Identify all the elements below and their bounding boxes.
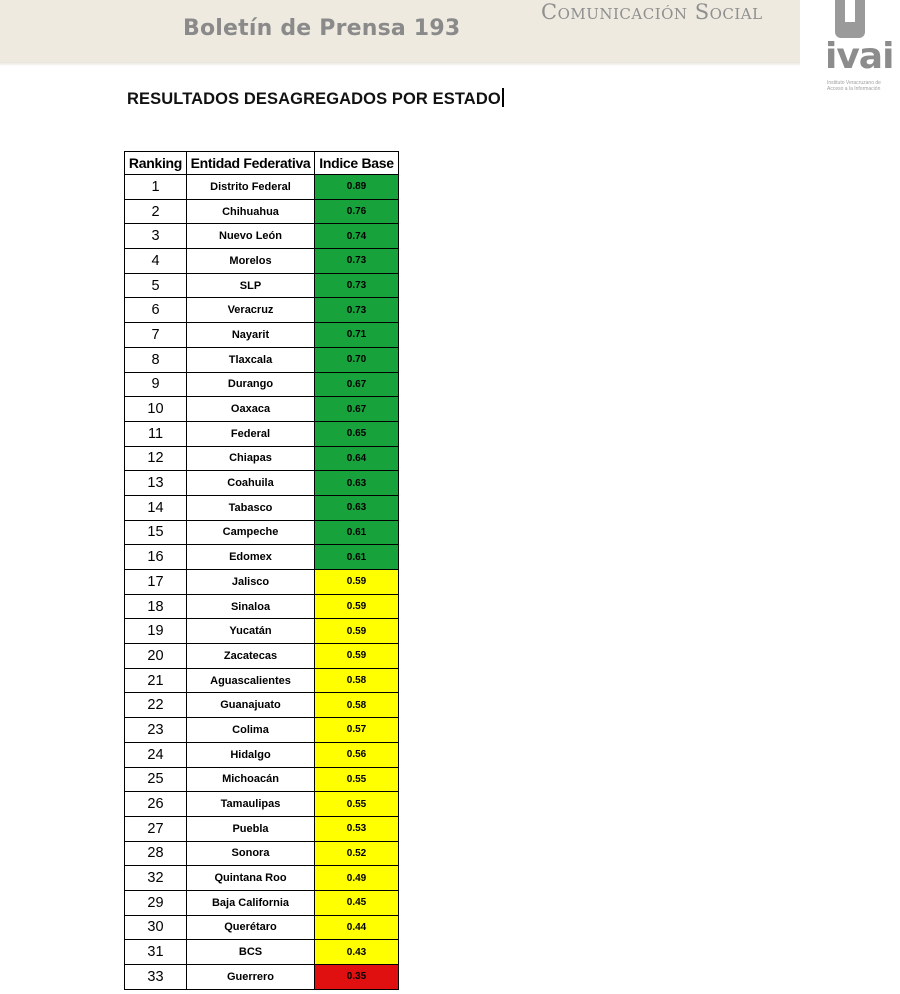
- entity-cell: Yucatán: [187, 619, 315, 644]
- index-cell: 0.73: [315, 249, 399, 274]
- ranking-cell: 24: [125, 742, 187, 767]
- ranking-cell: 10: [125, 397, 187, 422]
- results-table-body: [125, 175, 399, 990]
- entity-cell: Tabasco: [187, 495, 315, 520]
- table-row: [125, 273, 399, 298]
- entity-cell: Sonora: [187, 841, 315, 866]
- entity-cell: Veracruz: [187, 298, 315, 323]
- index-cell: 0.35: [315, 965, 399, 990]
- ranking-cell: 27: [125, 816, 187, 841]
- index-cell: 0.64: [315, 446, 399, 471]
- index-cell: 0.70: [315, 347, 399, 372]
- ranking-cell: 5: [125, 273, 187, 298]
- ranking-cell: 22: [125, 693, 187, 718]
- entity-cell: Oaxaca: [187, 397, 315, 422]
- index-cell: 0.57: [315, 718, 399, 743]
- ivai-logo: [823, 0, 900, 96]
- index-cell: 0.67: [315, 372, 399, 397]
- table-row: [125, 866, 399, 891]
- section-title: [127, 88, 504, 109]
- ranking-cell: 31: [125, 940, 187, 965]
- table-row: [125, 915, 399, 940]
- table-row: [125, 249, 399, 274]
- ranking-cell: 9: [125, 372, 187, 397]
- entity-cell: Jalisco: [187, 570, 315, 595]
- entity-cell: Federal: [187, 421, 315, 446]
- entity-cell: Campeche: [187, 520, 315, 545]
- logo-wordmark: ivai: [825, 36, 894, 77]
- table-row: [125, 644, 399, 669]
- table-row: [125, 965, 399, 990]
- table-row: [125, 421, 399, 446]
- column-header-index: Indice Base: [315, 152, 399, 175]
- entity-cell: Quintana Roo: [187, 866, 315, 891]
- index-cell: 0.65: [315, 421, 399, 446]
- ranking-cell: 32: [125, 866, 187, 891]
- index-cell: 0.44: [315, 915, 399, 940]
- entity-cell: Edomex: [187, 545, 315, 570]
- ranking-cell: 30: [125, 915, 187, 940]
- table-row: [125, 446, 399, 471]
- table-row: [125, 471, 399, 496]
- table-row: [125, 570, 399, 595]
- results-table: [124, 151, 399, 990]
- index-cell: 0.59: [315, 619, 399, 644]
- index-cell: 0.53: [315, 816, 399, 841]
- index-cell: 0.52: [315, 841, 399, 866]
- ranking-cell: 13: [125, 471, 187, 496]
- table-row: [125, 940, 399, 965]
- ranking-cell: 4: [125, 249, 187, 274]
- table-row: [125, 347, 399, 372]
- index-cell: 0.58: [315, 693, 399, 718]
- index-cell: 0.55: [315, 767, 399, 792]
- ranking-cell: 20: [125, 644, 187, 669]
- ranking-cell: 16: [125, 545, 187, 570]
- department-name: Comunicación Social: [541, 0, 763, 24]
- column-header-ranking: Ranking: [125, 152, 187, 175]
- entity-cell: Tlaxcala: [187, 347, 315, 372]
- ranking-cell: 26: [125, 792, 187, 817]
- entity-cell: Hidalgo: [187, 742, 315, 767]
- index-cell: 0.73: [315, 298, 399, 323]
- ranking-cell: 29: [125, 890, 187, 915]
- table-row: [125, 619, 399, 644]
- entity-cell: BCS: [187, 940, 315, 965]
- table-row: [125, 693, 399, 718]
- logo-mark-notch: [845, 0, 855, 22]
- entity-cell: SLP: [187, 273, 315, 298]
- index-cell: 0.61: [315, 545, 399, 570]
- index-cell: 0.59: [315, 570, 399, 595]
- ranking-cell: 7: [125, 323, 187, 348]
- ranking-cell: 11: [125, 421, 187, 446]
- table-row: [125, 841, 399, 866]
- ranking-cell: 1: [125, 175, 187, 200]
- table-row: [125, 224, 399, 249]
- index-cell: 0.71: [315, 323, 399, 348]
- ranking-cell: 2: [125, 199, 187, 224]
- table-row: [125, 594, 399, 619]
- ranking-cell: 8: [125, 347, 187, 372]
- table-row: [125, 742, 399, 767]
- table-row: [125, 397, 399, 422]
- ranking-cell: 33: [125, 965, 187, 990]
- table-row: [125, 199, 399, 224]
- index-cell: 0.89: [315, 175, 399, 200]
- entity-cell: Chihuahua: [187, 199, 315, 224]
- index-cell: 0.67: [315, 397, 399, 422]
- entity-cell: Guanajuato: [187, 693, 315, 718]
- logo-tagline: Instituto Veracruzano de Acceso a la Información: [827, 80, 881, 92]
- entity-cell: Durango: [187, 372, 315, 397]
- index-cell: 0.45: [315, 890, 399, 915]
- index-cell: 0.59: [315, 644, 399, 669]
- ranking-cell: 3: [125, 224, 187, 249]
- index-cell: 0.73: [315, 273, 399, 298]
- entity-cell: Guerrero: [187, 965, 315, 990]
- entity-cell: Morelos: [187, 249, 315, 274]
- bulletin-title: Boletín de Prensa 193: [183, 16, 461, 41]
- entity-cell: Sinaloa: [187, 594, 315, 619]
- entity-cell: Tamaulipas: [187, 792, 315, 817]
- table-row: [125, 298, 399, 323]
- table-row: [125, 792, 399, 817]
- ranking-cell: 12: [125, 446, 187, 471]
- index-cell: 0.59: [315, 594, 399, 619]
- index-cell: 0.56: [315, 742, 399, 767]
- index-cell: 0.74: [315, 224, 399, 249]
- ranking-cell: 14: [125, 495, 187, 520]
- table-header-row: [125, 152, 399, 175]
- index-cell: 0.43: [315, 940, 399, 965]
- index-cell: 0.61: [315, 520, 399, 545]
- entity-cell: Baja California: [187, 890, 315, 915]
- ranking-cell: 15: [125, 520, 187, 545]
- table-row: [125, 545, 399, 570]
- text-cursor: [502, 88, 504, 107]
- ranking-cell: 17: [125, 570, 187, 595]
- table-row: [125, 495, 399, 520]
- table-row: [125, 323, 399, 348]
- index-cell: 0.76: [315, 199, 399, 224]
- ranking-cell: 28: [125, 841, 187, 866]
- index-cell: 0.58: [315, 668, 399, 693]
- ranking-cell: 21: [125, 668, 187, 693]
- index-cell: 0.63: [315, 495, 399, 520]
- entity-cell: Chiapas: [187, 446, 315, 471]
- ranking-cell: 6: [125, 298, 187, 323]
- table-row: [125, 718, 399, 743]
- entity-cell: Nuevo León: [187, 224, 315, 249]
- table-row: [125, 175, 399, 200]
- entity-cell: Coahuila: [187, 471, 315, 496]
- entity-cell: Aguascalientes: [187, 668, 315, 693]
- entity-cell: Puebla: [187, 816, 315, 841]
- table-row: [125, 668, 399, 693]
- index-cell: 0.63: [315, 471, 399, 496]
- ranking-cell: 23: [125, 718, 187, 743]
- table-row: [125, 520, 399, 545]
- ranking-cell: 18: [125, 594, 187, 619]
- entity-cell: Zacatecas: [187, 644, 315, 669]
- table-row: [125, 816, 399, 841]
- table-row: [125, 372, 399, 397]
- entity-cell: Michoacán: [187, 767, 315, 792]
- ranking-cell: 19: [125, 619, 187, 644]
- index-cell: 0.55: [315, 792, 399, 817]
- entity-cell: Nayarit: [187, 323, 315, 348]
- entity-cell: Distrito Federal: [187, 175, 315, 200]
- table-row: [125, 890, 399, 915]
- table-row: [125, 767, 399, 792]
- index-cell: 0.49: [315, 866, 399, 891]
- column-header-entity: Entidad Federativa: [187, 152, 315, 175]
- entity-cell: Colima: [187, 718, 315, 743]
- section-title-text: RESULTADOS DESAGREGADOS POR ESTADO: [127, 90, 501, 108]
- header-band-shadow: [0, 62, 800, 66]
- entity-cell: Querétaro: [187, 915, 315, 940]
- ranking-cell: 25: [125, 767, 187, 792]
